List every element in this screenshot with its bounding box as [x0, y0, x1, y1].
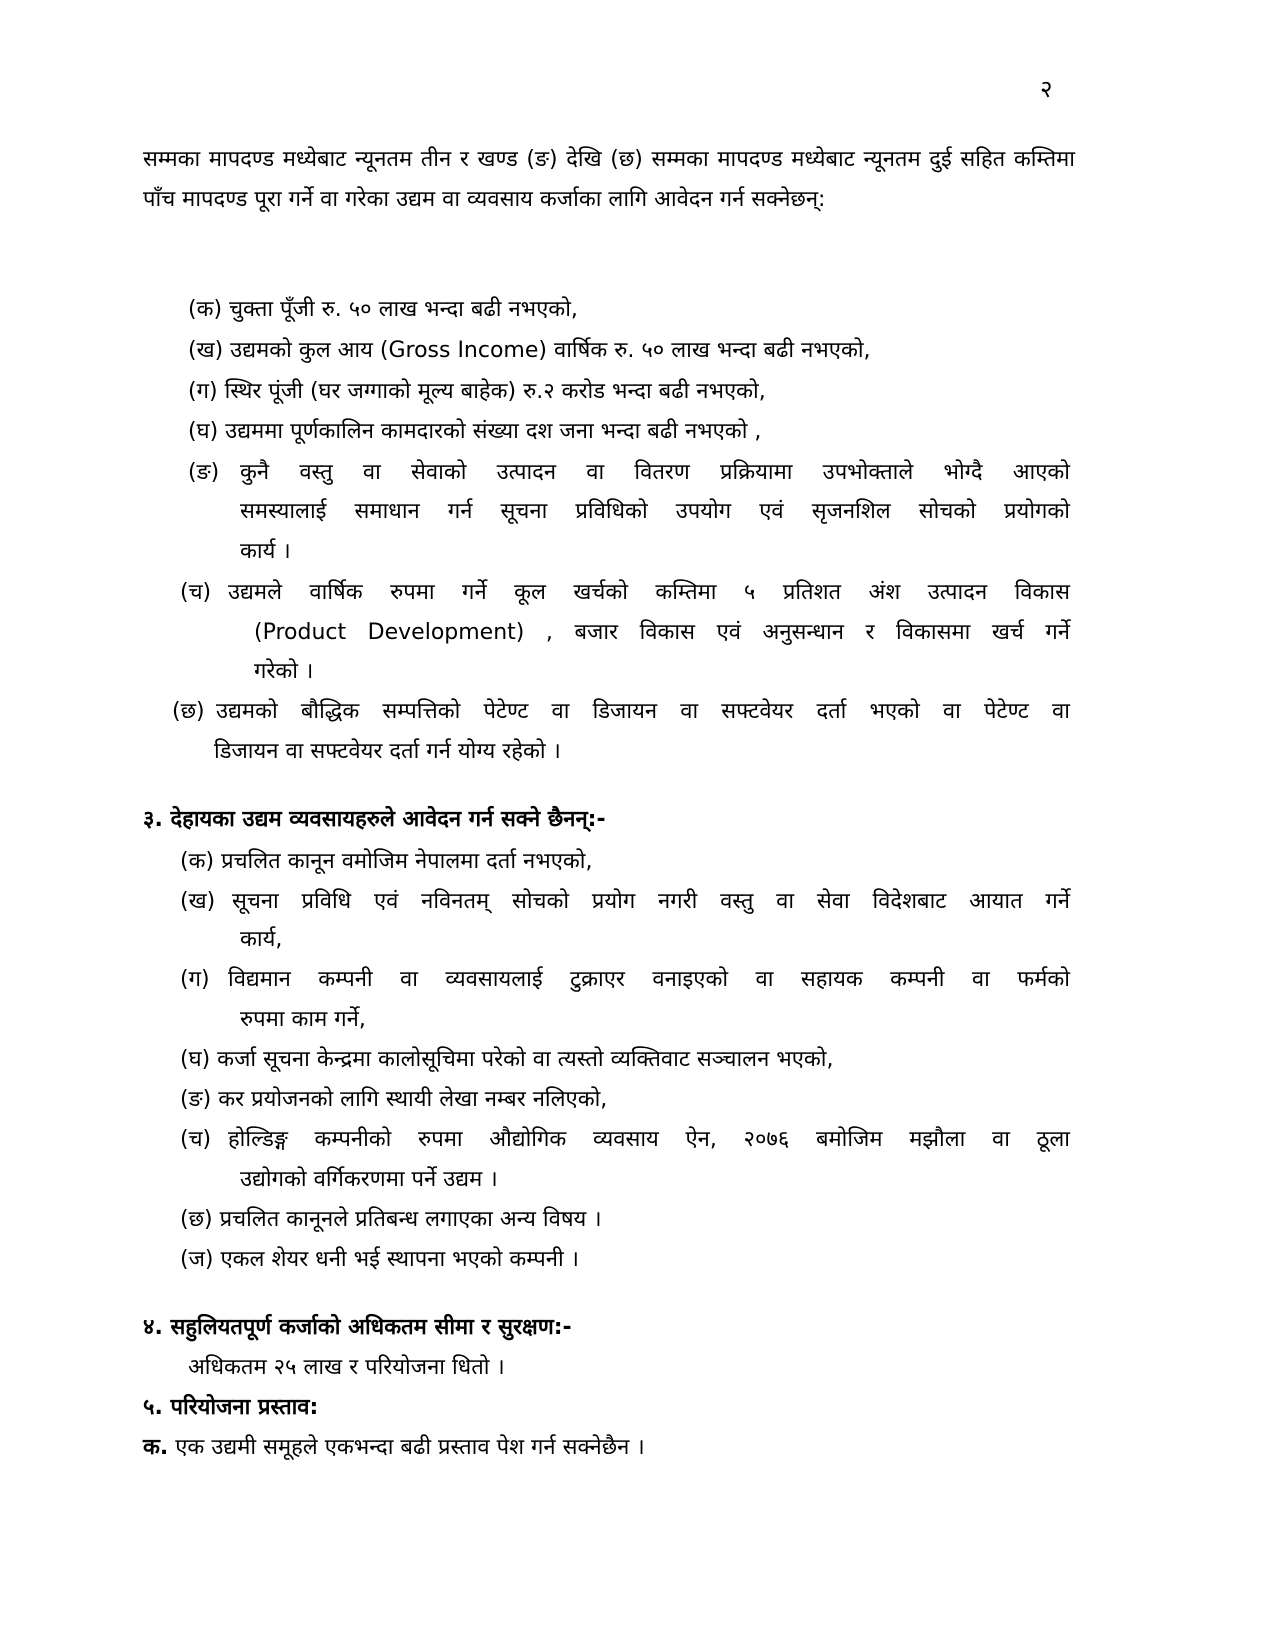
section-3-item — [180, 1240, 579, 1280]
item-text-line: सूचना प्रविधि एवं नविनतम् सोचको प्रयोग नगरी वस्तु वा सेवा विदेशबाट आयात गर्ने — [232, 889, 1070, 914]
section-3-item — [180, 1040, 834, 1080]
criteria-item — [188, 412, 761, 452]
section-3-heading: ३. देहायका उद्यम व्यवसायहरुले आवेदन गर्न सक्ने छैनन्:- — [143, 807, 606, 832]
section-4-text: अधिकतम २५ लाख र परियोजना धितो । — [188, 1355, 505, 1380]
item-text-line: कुनै वस्तु वा सेवाको उत्पादन वा वितरण प्रक्रियामा उपभोक्ताले भोग्दै आएको — [240, 460, 1070, 485]
section-3-item — [180, 842, 592, 882]
item-marker: क. — [143, 1435, 169, 1460]
item-marker: (ग) — [180, 967, 210, 992]
item-marker: (घ) — [188, 419, 219, 444]
item-text-line: उद्योगको वर्गिकरणमा पर्ने उद्यम । — [240, 1167, 498, 1192]
item-marker: (ग) — [188, 379, 218, 404]
item-text: उद्यमको कुल आय (Gross Income) वार्षिक रु. ५० लाख भन्दा बढी नभएको, — [230, 338, 871, 363]
item-text: प्रचलित कानूनले प्रतिबन्ध लगाएका अन्य विषय । — [219, 1207, 602, 1232]
item-text-line: कार्य, — [240, 927, 283, 952]
item-text: प्रचलित कानून वमोजिम नेपालमा दर्ता नभएको, — [221, 849, 593, 874]
item-text: एक उद्यमी समूहले एकभन्दा बढी प्रस्ताव पेश गर्न सक्नेछैन । — [175, 1435, 645, 1460]
item-marker: (छ) — [172, 699, 205, 724]
page-number: २ — [1040, 75, 1053, 103]
item-marker: (क) — [180, 849, 215, 874]
item-marker: (च) — [180, 580, 212, 605]
item-marker: (ङ) — [180, 1087, 212, 1112]
section-4-heading: ४. सहुलियतपूर्ण कर्जाको अधिकतम सीमा र सुरक्षण:- — [143, 1315, 572, 1340]
item-text: चुक्ता पूँजी रु. ५० लाख भन्दा बढी नभएको, — [229, 297, 578, 322]
item-text-line: समस्यालाई समाधान गर्न सूचना प्रविधिको उपयोग एवं सृजनशिल सोचको प्रयोगको — [240, 499, 1070, 524]
item-text-line: उद्यमले वार्षिक रुपमा गर्ने कूल खर्चको कम्तिमा ५ प्रतिशत अंश उत्पादन विकास — [228, 580, 1070, 605]
item-text-line: कार्य । — [240, 539, 291, 564]
item-marker: (ख) — [180, 889, 216, 914]
item-text-line: उद्यमको बौद्धिक सम्पत्तिको पेटेण्ट वा डिजायन वा सफ्टवेयर दर्ता भएको वा पेटेण्ट वा — [216, 699, 1070, 724]
item-marker: (क) — [188, 297, 223, 322]
item-text-line: (Product Development) , बजार विकास एवं अनुसन्धान र विकासमा खर्च गर्ने — [254, 620, 1070, 645]
item-text: स्थिर पूंजी (घर जग्गाको मूल्य बाहेक) रु.२ करोड भन्दा बढी नभएको, — [224, 379, 766, 404]
item-text: एकल शेयर धनी भई स्थापना भएको कम्पनी । — [220, 1247, 580, 1272]
criteria-item — [188, 290, 578, 330]
item-text-line: रुपमा काम गर्ने, — [240, 1007, 366, 1032]
item-text-line: होल्डिङ्ग कम्पनीको रुपमा औद्योगिक व्यवसाय ऐन, २०७६ बमोजिम मझौला वा ठूला — [228, 1127, 1070, 1152]
item-text: उद्यममा पूर्णकालिन कामदारको संख्या दश जना भन्दा बढी नभएको , — [225, 419, 762, 444]
section-3-item — [180, 1080, 607, 1120]
item-marker: (ख) — [188, 338, 224, 363]
item-marker: (घ) — [180, 1047, 211, 1072]
intro-paragraph: सम्मका मापदण्ड मध्येबाट न्यूनतम तीन र खण्ड (ङ) देखि (छ) सम्मका मापदण्ड मध्येबाट न्यूनतम दुई सहित कम्तिमा पाँच मापदण्ड पूरा गर्ने वा गरेका उद्यम वा व्यवसाय कर्जाका लागि आवेदन गर्न सक्नेछन्: — [143, 147, 1075, 212]
criteria-item — [188, 331, 871, 371]
item-text-line: डिजायन वा सफ्टवेयर दर्ता गर्न योग्य रहेको । — [214, 739, 561, 764]
item-marker: (ज) — [180, 1247, 214, 1272]
item-marker: (ङ) — [188, 460, 220, 485]
section-3-item — [180, 1200, 602, 1240]
item-text: कर्जा सूचना केन्द्रमा कालोसूचिमा परेको वा त्यस्तो व्यक्तिवाट सञ्चालन भएको, — [217, 1047, 834, 1072]
section-5-item — [143, 1428, 645, 1468]
section-5-heading: ५. परियोजना प्रस्ताव: — [143, 1395, 319, 1420]
item-marker: (छ) — [180, 1207, 213, 1232]
item-marker: (च) — [180, 1127, 212, 1152]
criteria-item — [188, 372, 766, 412]
item-text: कर प्रयोजनको लागि स्थायी लेखा नम्बर नलिएको, — [218, 1087, 608, 1112]
item-text-line: गरेको । — [254, 659, 314, 684]
item-text-line: विद्यमान कम्पनी वा व्यवसायलाई टुक्राएर वनाइएको वा सहायक कम्पनी वा फर्मको — [228, 967, 1070, 992]
